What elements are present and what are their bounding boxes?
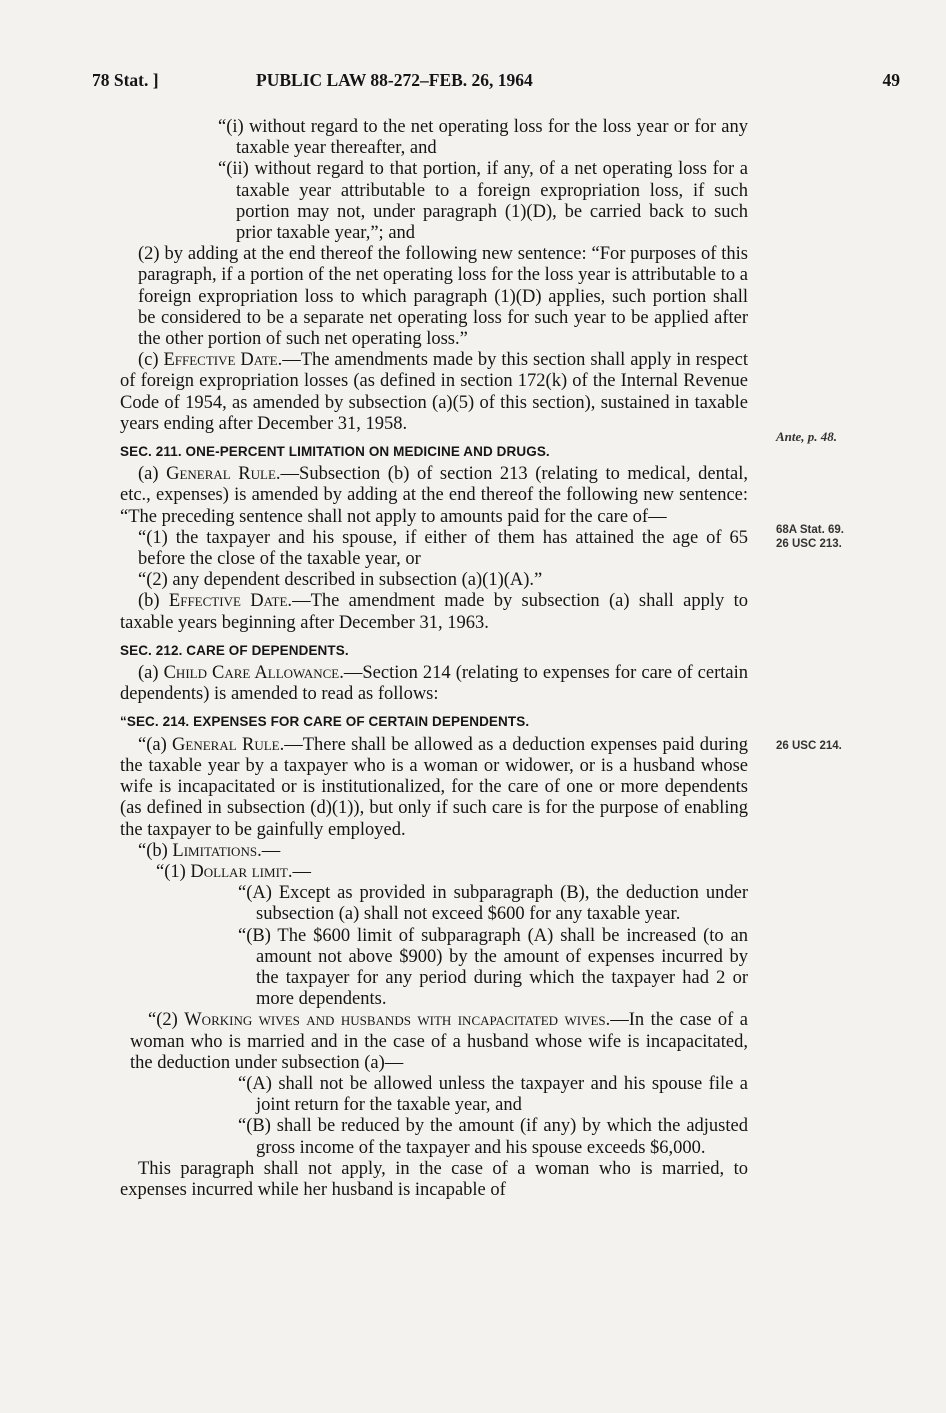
- heading-child-care-allowance: Child Care Allowance.: [163, 663, 344, 684]
- subsection-c-effective-date: (c) Effective Date.—The amendments made by this section shall apply in respect of foreign expropriation losses (as defined in section 172(k) of the Internal Revenue Code of 1954, as amended by subsection (a)(5) of this section), sustained in taxable years ending after December 31, 1958.: [120, 350, 748, 434]
- section-214-general-rule: “(a) General Rule.—There shall be allowed as a deduction expenses paid during the taxable year by a taxpayer who is a woman or widower, or is a husband whose wife is incapacitated or is institutionalized, for the care of one or more dependents (as defined in subsection (d)(1)), but only if such care is for the purpose of enabling the taxpayer to be gainfully employed.: [120, 734, 748, 840]
- heading-effective-date-211: Effective Date.: [168, 591, 293, 612]
- clause-ii: “(ii) without regard to that portion, if any, of a net operating loss for a taxable year attributable to a foreign expropriation loss, if such portion may not, under paragraph (1)(D), be carried back to such prior taxable year,”; and: [218, 159, 748, 244]
- margin-note-26usc214: 26 USC 214.: [776, 740, 842, 752]
- section-214-limitations: “(b) Limitations.—: [138, 840, 281, 861]
- heading-general-rule-214: General Rule.: [172, 734, 285, 755]
- section-212-heading: SEC. 212. CARE OF DEPENDENTS.: [120, 642, 349, 658]
- working-wives-paragraph: “(2) Working wives and husbands with incapacitated wives.—In the case of a woman who is married and in the case of a husband whose wife is incapacitated, the deduction under subsection (a)—: [130, 1010, 748, 1073]
- working-wives-a: “(A) shall not be allowed unless the taxpayer and his spouse file a joint return for the taxable year, and: [238, 1073, 748, 1116]
- section-212-subsection-a: (a) Child Care Allowance.—Section 214 (relating to expenses for care of certain dependents) is amended to read as follows:: [120, 663, 748, 705]
- working-wives-b: “(B) shall be reduced by the amount (if any) by which the adjusted gross income of the taxpayer and his spouse exceeds $6,000.: [238, 1116, 748, 1158]
- section-211-heading: SEC. 211. ONE-PERCENT LIMITATION ON MEDICINE AND DRUGS.: [120, 444, 550, 460]
- margin-note-ante: Ante, p. 48.: [776, 429, 838, 444]
- public-law-title: PUBLIC LAW 88-272–FEB. 26, 1964: [256, 70, 533, 90]
- section-211-item-1: “(1) the taxpayer and his spouse, if either of them has attained the age of 65 before the close of the taxable year, or: [138, 527, 748, 570]
- heading-general-rule: General Rule.: [166, 464, 281, 485]
- section-211-item-2: “(2) any dependent described in subsection (a)(1)(A).”: [138, 570, 543, 591]
- dollar-limit-b: “(B) The $600 limit of subparagraph (A) shall be increased (to an amount not above $900) by the amount of expenses incurred by the taxpayer for any period during which the taxpayer had 2 or more dependents.: [238, 925, 748, 1010]
- heading-working-wives: Working wives and husbands with incapacitated wives.: [184, 1010, 611, 1031]
- heading-effective-date: Effective Date.: [163, 350, 283, 371]
- paragraph-2-amendment: (2) by adding at the end thereof the following new sentence: “For purposes of this paragraph, if a portion of the net operating loss for the loss year is attributable to a foreign expropriation loss to which paragraph (1)(D) applies, such portion shall be considered to be a separate net operating loss for such year to be applied after the other portion of such net operating loss.”: [138, 244, 748, 350]
- statute-reference: 78 Stat. ]: [92, 70, 159, 90]
- section-211-subsection-b: (b) Effective Date.—The amendment made by subsection (a) shall apply to taxable years beginning after December 31, 1963.: [120, 591, 748, 633]
- clause-i: “(i) without regard to the net operating loss for the loss year or for any taxable year thereafter, and: [218, 117, 748, 159]
- section-211-subsection-a: (a) General Rule.—Subsection (b) of section 213 (relating to medical, dental, etc., expenses) is amended by adding at the end thereof the following new sentence: “The preceding sentence shall not apply to amounts paid for the care of—: [120, 464, 748, 527]
- margin-note-26usc213: 26 USC 213.: [776, 538, 842, 550]
- heading-limitations: Limitations.: [172, 840, 262, 861]
- statute-body: [120, 117, 748, 1201]
- page-number: 49: [882, 70, 900, 90]
- margin-note-68a-stat: 68A Stat. 69.: [776, 524, 844, 536]
- heading-dollar-limit: Dollar limit.: [190, 861, 293, 882]
- dollar-limit-a: “(A) Except as provided in subparagraph (B), the deduction under subsection (a) shall not exceed $600 for any taxable year.: [238, 883, 748, 925]
- section-214-heading: “SEC. 214. EXPENSES FOR CARE OF CERTAIN DEPENDENTS.: [120, 714, 530, 730]
- closing-paragraph: This paragraph shall not apply, in the case of a woman who is married, to expenses incurred while her husband is incapable of: [120, 1158, 748, 1200]
- dollar-limit-paragraph: “(1) Dollar limit.—: [156, 861, 311, 882]
